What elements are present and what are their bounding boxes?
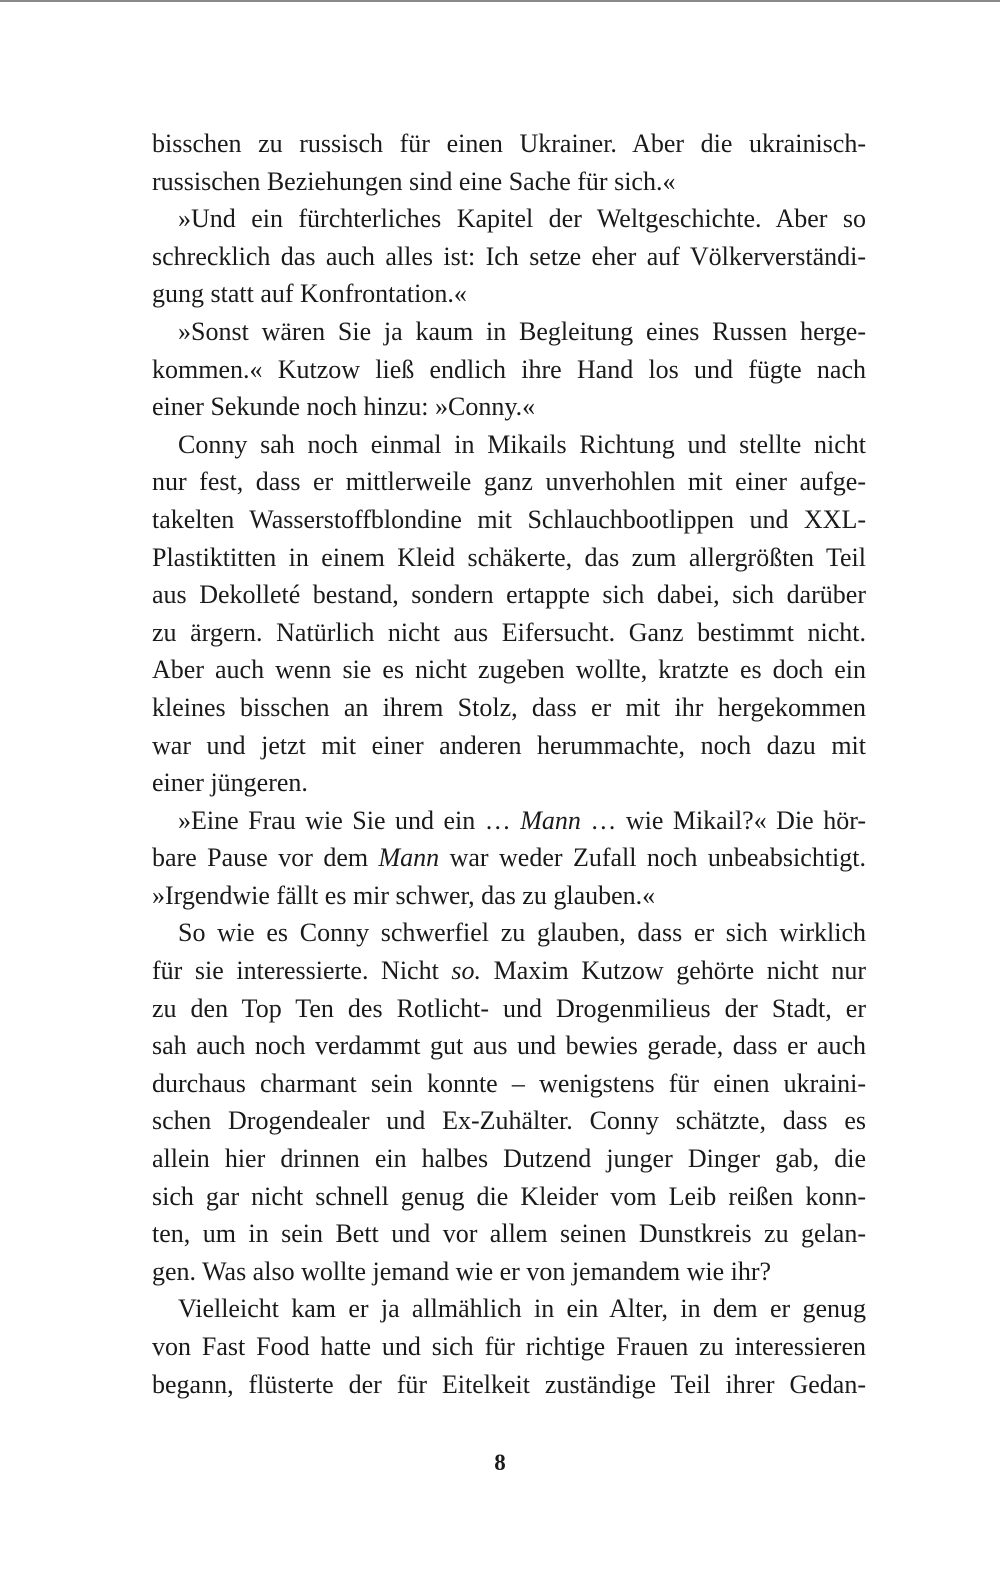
text-line: bisschen zu russisch für einen Ukrainer. Aber die ukrainisch- [152, 129, 866, 158]
italic-text: Mann [378, 843, 440, 873]
text-segment: Maxim Kutzow gehörte nicht nur [481, 956, 867, 986]
text-line: gen. Was also wollte jemand wie er von jemandem wie ihr? [152, 1256, 772, 1286]
text-line: aus Dekolleté bestand, sondern ertappte sich dabei, sich darüber [152, 580, 866, 610]
text-line: einer jüngeren. [152, 768, 308, 798]
text-line: russischen Beziehungen sind eine Sache für sich.« [152, 166, 676, 196]
text-line [152, 952, 866, 990]
page-number: 8 [494, 1450, 506, 1475]
italic-text: so. [451, 956, 482, 986]
text-line: sah auch noch verdammt gut aus und bewies gerade, dass er auch [152, 1031, 866, 1061]
text-line: kommen.« Kutzow ließ endlich ihre Hand los und fügte nach [152, 354, 866, 384]
text-line: zu den Top Ten des Rotlicht- und Drogenmilieus der Stadt, er [152, 993, 866, 1023]
text-line: sich gar nicht schnell genug die Kleider vom Leib reißen konn- [152, 1181, 866, 1211]
italic-text: Mann [520, 805, 581, 835]
text-line: ten, um in sein Bett und vor allem seinen Dunstkreis zu gelan- [152, 1219, 866, 1249]
text-line: begann, flüsterte der für Eitelkeit zuständige Teil ihrer Gedan- [152, 1369, 866, 1399]
text-line: von Fast Food hatte und sich für richtige Frauen zu interessieren [152, 1332, 866, 1361]
text-line: takelten Wasserstoffblondine mit Schlauchbootlippen und XXL- [152, 504, 866, 534]
text-line: kleines bisschen an ihrem Stolz, dass er mit ihr hergekommen [152, 692, 866, 722]
text-line: Vielleicht kam er ja allmählich in ein Alter, in dem er genug [178, 1294, 866, 1324]
text-line: »Sonst wären Sie ja kaum in Begleitung eines Russen herge- [178, 316, 866, 346]
text-line [152, 802, 866, 840]
text-line: schen Drogendealer und Ex-Zuhälter. Conny schätzte, dass es [152, 1106, 866, 1136]
text-line: allein hier drinnen ein halbes Dutzend junger Dinger gab, die [152, 1144, 866, 1174]
text-segment: für sie interessierte. Nicht [152, 956, 452, 986]
text-line [152, 839, 866, 877]
text-line: durchaus charmant sein konnte – wenigstens für einen ukraini- [152, 1068, 866, 1098]
text-line: gung statt auf Konfrontation.« [152, 279, 467, 309]
text-line: schrecklich das auch alles ist: Ich setze eher auf Völkerverständi- [152, 241, 866, 271]
text-line: »Und ein fürchterliches Kapitel der Weltgeschichte. Aber so [178, 204, 866, 234]
text-line: zu ärgern. Natürlich nicht aus Eifersucht. Ganz bestimmt nicht. [152, 617, 866, 647]
text-segment: »Eine Frau wie Sie und ein … [178, 805, 521, 835]
body-text [152, 125, 866, 1403]
text-line: So wie es Conny schwerfiel zu glauben, dass er sich wirklich [178, 918, 866, 948]
text-line: Conny sah noch einmal in Mikails Richtung und stellte nicht [178, 429, 866, 459]
text-line: einer Sekunde noch hinzu: »Conny.« [152, 392, 536, 422]
text-segment: … wie Mikail?« Die hör- [580, 805, 866, 835]
text-line: Plastiktitten in einem Kleid schäkerte, das zum allergrößten Teil [152, 542, 866, 572]
text-line: war und jetzt mit einer anderen herummachte, noch dazu mit [152, 730, 866, 760]
text-line: nur fest, dass er mittlerweile ganz unverhohlen mit einer aufge- [152, 467, 866, 497]
text-segment: bare Pause vor dem [152, 843, 379, 873]
text-line: Aber auch wenn sie es nicht zugeben wollte, kratzte es doch ein [152, 655, 866, 685]
text-line: »Irgendwie fällt es mir schwer, das zu glauben.« [152, 880, 656, 910]
text-segment: war weder Zufall noch unbeabsichtigt. [439, 843, 866, 873]
top-border-rule [0, 0, 1000, 2]
